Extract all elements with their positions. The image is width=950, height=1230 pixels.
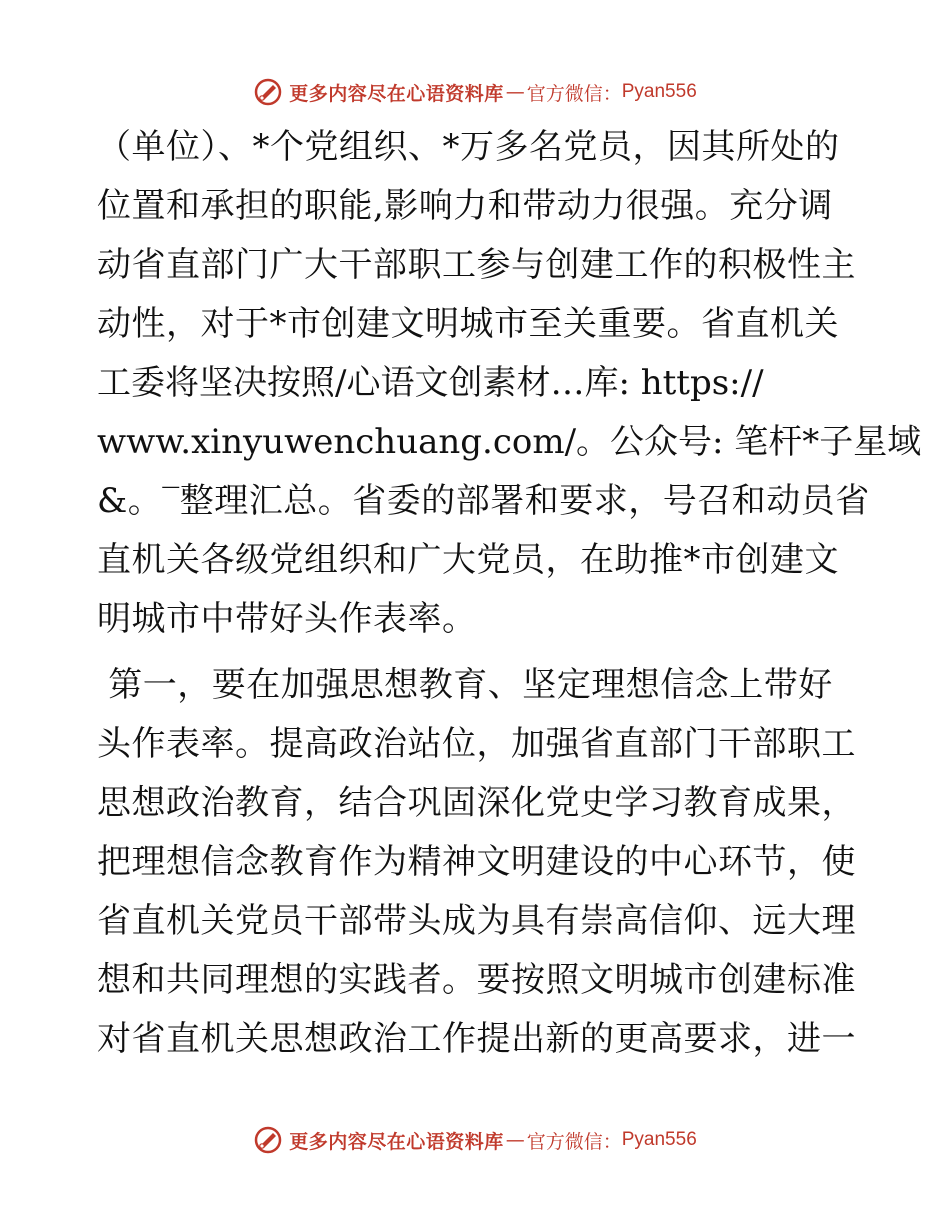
footer-banner-title: 更多内容尽在心语资料库 bbox=[289, 1130, 504, 1153]
text-line: 对省直机关思想政治工作提出新的更高要求，进一 bbox=[97, 1019, 856, 1059]
text-line: www.xinyuwenchuang.com/。公众号: 笔杆*子星域 bbox=[97, 422, 922, 462]
text-line: &。‾整理汇总。省委的部署和要求，号召和动员省 bbox=[97, 481, 870, 521]
header-banner-dash: — bbox=[505, 81, 525, 103]
text-line: 把理想信念教育作为精神文明建设的中心环节，使 bbox=[97, 842, 856, 882]
text-line: 思想政治教育，结合巩固深化党史学习教育成果， bbox=[97, 783, 856, 823]
footer-banner-wechat-id: Pyan556 bbox=[621, 1129, 697, 1150]
pen-logo-icon bbox=[253, 1125, 283, 1155]
footer-banner-wechat-label: 官方微信： bbox=[526, 1130, 622, 1153]
text-line: 工委将坚决按照/心语文创素材…库: https:// bbox=[97, 363, 764, 403]
text-line: （单位）、*个党组织、*万多名党员，因其所处的 bbox=[97, 127, 840, 167]
text-line: 头作表率。提高政治站位，加强省直部门干部职工 bbox=[97, 724, 856, 764]
text-line: 位置和承担的职能,影响力和带动力很强。充分调 bbox=[97, 186, 833, 226]
text-line: 直机关各级党组织和广大党员，在助推*市创建文 bbox=[97, 540, 839, 580]
header-banner-title: 更多内容尽在心语资料库 bbox=[289, 82, 504, 105]
header-banner bbox=[0, 72, 950, 112]
header-banner-wechat-label: 官方微信： bbox=[526, 82, 622, 105]
footer-banner bbox=[0, 1120, 950, 1160]
text-line: 省直机关党员干部带头成为具有崇高信仰、远大理 bbox=[97, 901, 856, 941]
text-line: 动省直部门广大干部职工参与创建工作的积极性主 bbox=[97, 245, 856, 285]
text-line: 明城市中带好头作表率。 bbox=[97, 599, 477, 639]
text-line: 动性，对于*市创建文明城市至关重要。省直机关 bbox=[97, 304, 839, 344]
text-line: 第一，要在加强思想教育、坚定理想信念上带好 bbox=[97, 665, 833, 705]
paragraph-2 bbox=[97, 661, 857, 1074]
footer-banner-dash: — bbox=[505, 1129, 525, 1151]
text-line: 想和共同理想的实践者。要按照文明城市创建标准 bbox=[97, 960, 856, 1000]
document-body bbox=[97, 123, 922, 1074]
paragraph-1 bbox=[97, 123, 922, 654]
pen-logo-icon bbox=[253, 77, 283, 107]
header-banner-wechat-id: Pyan556 bbox=[621, 81, 697, 102]
